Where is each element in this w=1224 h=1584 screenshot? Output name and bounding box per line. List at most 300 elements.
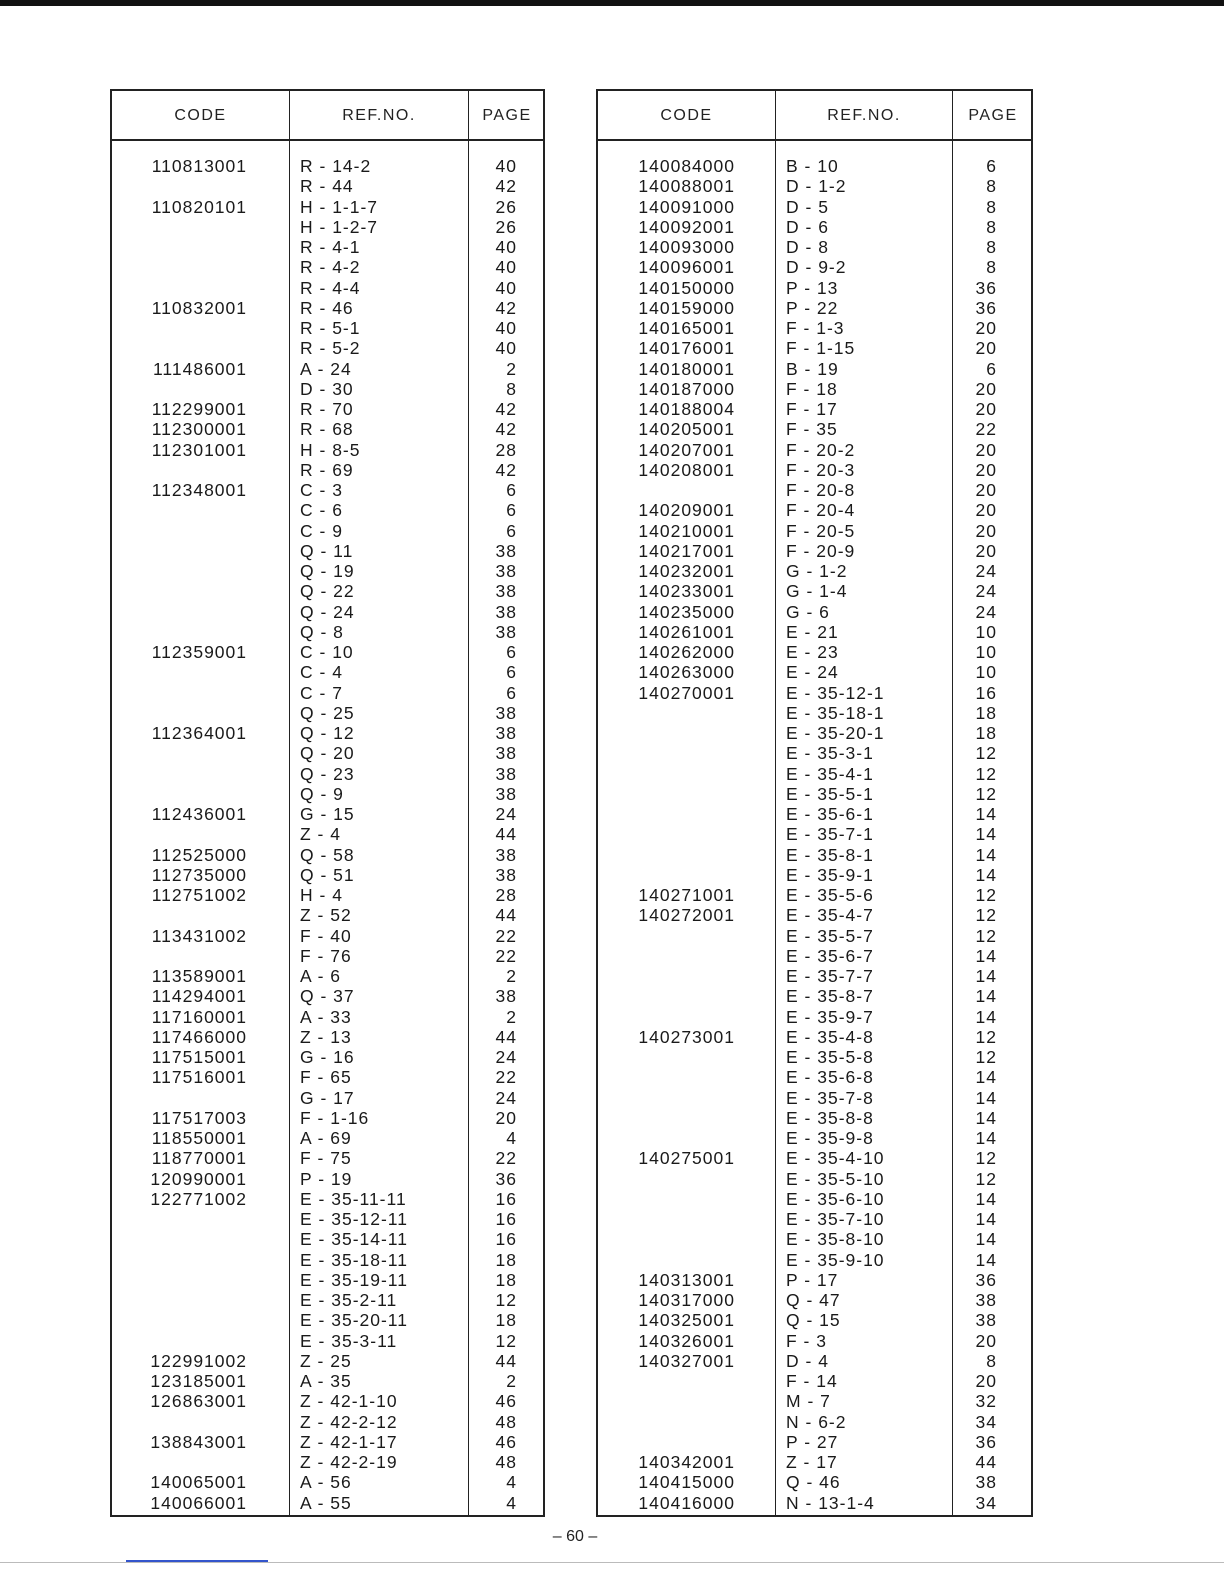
ref-no-cell: Z - 25	[300, 1350, 352, 1371]
page-cell: 14	[975, 1128, 997, 1148]
ref-no-cell: E - 35-11-11	[300, 1188, 407, 1209]
page-cell: 24	[495, 1087, 517, 1108]
table-row	[112, 399, 543, 419]
table-row	[598, 500, 1031, 520]
table-row	[112, 1331, 543, 1351]
code-cell: 140093000	[638, 237, 735, 257]
table-row	[598, 622, 1031, 642]
code-cell: 117517003	[151, 1107, 247, 1128]
page-cell: 14	[975, 844, 997, 865]
table-row	[112, 885, 543, 905]
page-cell: 20	[975, 439, 997, 460]
page-cell: 20	[975, 378, 997, 399]
page-number: – 60 –	[552, 1528, 598, 1545]
table-row	[112, 824, 543, 844]
page-cell: 20	[495, 1107, 517, 1128]
page-cell: 42	[495, 399, 517, 419]
page-cell: 14	[975, 824, 997, 845]
table-row	[112, 1310, 543, 1330]
page-cell: 38	[975, 1472, 997, 1493]
table-row	[112, 1270, 543, 1290]
table-row	[112, 602, 543, 622]
page-cell: 42	[495, 459, 517, 480]
ref-no-cell: Q - 24	[300, 601, 355, 622]
page-cell: 16	[495, 1229, 517, 1250]
ref-no-cell: E - 35-5-6	[786, 885, 874, 905]
table-body	[598, 156, 1031, 1513]
ref-no-cell: E - 35-5-8	[786, 1047, 874, 1067]
table-row	[112, 784, 543, 804]
ref-no-cell: E - 35-18-1	[786, 702, 885, 723]
ref-no-cell: E - 35-6-7	[786, 945, 874, 966]
ref-no-cell: Z - 13	[300, 1026, 352, 1047]
ref-no-cell: Q - 15	[786, 1310, 841, 1331]
code-cell: 140232001	[638, 561, 735, 581]
table-body	[112, 156, 543, 1513]
page-cell: 38	[975, 1310, 997, 1331]
table-row	[598, 602, 1031, 622]
ref-no-cell: F - 20-5	[786, 520, 856, 541]
page-cell: 6	[506, 662, 517, 683]
ref-no-cell: E - 35-4-8	[786, 1026, 874, 1047]
page-cell: 12	[975, 905, 997, 926]
table-row	[112, 1229, 543, 1249]
ref-no-cell: D - 1-2	[786, 176, 847, 197]
table-row	[112, 581, 543, 601]
ref-no-cell: P - 19	[300, 1168, 353, 1189]
ref-no-cell: F - 20-9	[786, 540, 856, 561]
code-cell: 111486001	[153, 358, 247, 379]
page-cell: 42	[495, 419, 517, 440]
code-cell: 140342001	[638, 1452, 735, 1472]
page-cell: 12	[495, 1290, 517, 1310]
ref-no-cell: R - 4-2	[300, 257, 361, 278]
page-cell: 34	[975, 1492, 997, 1513]
page-cell: 6	[986, 156, 997, 176]
page-cell: 24	[975, 561, 997, 581]
page-cell: 26	[495, 196, 517, 217]
table-row	[598, 460, 1031, 480]
code-cell: 140416000	[638, 1492, 735, 1513]
ref-no-cell: F - 75	[300, 1148, 352, 1169]
page-cell: 12	[975, 925, 997, 946]
ref-no-cell: R - 46	[300, 297, 354, 318]
ref-no-cell: E - 23	[786, 642, 839, 662]
page-cell: 38	[495, 540, 517, 561]
ref-no-cell: F - 1-16	[300, 1107, 370, 1128]
page-cell: 44	[975, 1452, 997, 1472]
page-cell: 12	[975, 1148, 997, 1169]
page-cell: 6	[506, 500, 517, 521]
table-row	[598, 865, 1031, 885]
page-cell: 20	[975, 500, 997, 521]
ref-no-cell: Z - 42-1-17	[300, 1431, 398, 1452]
ref-no-cell: E - 35-6-8	[786, 1067, 874, 1088]
ref-no-cell: C - 3	[300, 480, 343, 500]
ref-no-cell: E - 35-9-8	[786, 1128, 874, 1148]
table-row	[598, 1088, 1031, 1108]
table-row	[112, 1067, 543, 1087]
header-ref-no: REF.NO.	[827, 107, 901, 124]
page-cell: 22	[495, 1148, 517, 1169]
table-row	[598, 1412, 1031, 1432]
ref-no-cell: E - 35-4-7	[786, 905, 874, 926]
page-cell: 18	[975, 702, 997, 723]
table-row	[598, 521, 1031, 541]
ref-no-cell: C - 9	[300, 520, 343, 541]
ref-no-cell: E - 35-6-10	[786, 1188, 885, 1209]
ref-no-cell: F - 40	[300, 925, 352, 946]
table-row	[598, 298, 1031, 318]
table-row	[112, 986, 543, 1006]
ref-no-cell: E - 35-19-11	[300, 1269, 408, 1290]
page-cell: 10	[975, 662, 997, 683]
ref-no-cell: A - 35	[300, 1371, 352, 1391]
page-cell: 16	[495, 1188, 517, 1209]
page-cell: 4	[506, 1128, 517, 1148]
table-row	[598, 966, 1031, 986]
ref-no-cell: E - 35-7-10	[786, 1209, 885, 1229]
code-cell: 140325001	[638, 1310, 735, 1331]
code-cell: 140273001	[638, 1026, 735, 1047]
table-row	[598, 703, 1031, 723]
page-cell: 14	[975, 1229, 997, 1250]
ref-no-cell: Q - 46	[786, 1472, 841, 1493]
code-cell: 138843001	[150, 1431, 247, 1452]
table-row	[112, 217, 543, 237]
table-row	[598, 176, 1031, 196]
page-cell: 36	[975, 1269, 997, 1290]
page-cell: 48	[495, 1452, 517, 1472]
page-cell: 38	[495, 844, 517, 865]
ref-no-cell: G - 17	[300, 1087, 355, 1108]
code-cell: 140415000	[638, 1472, 735, 1493]
page-cell: 20	[975, 399, 997, 419]
table-row	[112, 338, 543, 358]
page-cell: 38	[495, 581, 517, 602]
table-row	[112, 1128, 543, 1148]
table-row	[598, 1351, 1031, 1371]
ref-no-cell: D - 4	[786, 1350, 829, 1371]
table-row	[112, 1088, 543, 1108]
code-cell: 140096001	[638, 257, 735, 278]
page-cell: 38	[495, 561, 517, 581]
ref-no-cell: E - 35-9-1	[786, 864, 874, 885]
table-row	[598, 318, 1031, 338]
table-row	[112, 1290, 543, 1310]
page-cell: 12	[975, 763, 997, 784]
table-row	[112, 1007, 543, 1027]
page-cell: 38	[495, 743, 517, 764]
parts-index-table-left	[110, 89, 545, 1517]
page-cell: 2	[506, 358, 517, 379]
ref-no-cell: Z - 42-2-19	[300, 1452, 398, 1472]
table-row	[112, 1472, 543, 1492]
ref-no-cell: F - 65	[300, 1067, 352, 1088]
ref-no-cell: E - 35-8-7	[786, 986, 874, 1007]
page-cell: 12	[975, 885, 997, 905]
ref-no-cell: E - 35-4-1	[786, 763, 874, 784]
ref-no-cell: Q - 19	[300, 561, 355, 581]
table-row	[112, 1169, 543, 1189]
ref-no-cell: E - 35-5-1	[786, 783, 874, 804]
page-cell: 6	[506, 642, 517, 662]
page-cell: 4	[506, 1492, 517, 1513]
ref-no-cell: Z - 17	[786, 1452, 838, 1472]
page-cell: 12	[975, 1047, 997, 1067]
table-row	[112, 1371, 543, 1391]
table-row	[598, 1189, 1031, 1209]
table-row	[112, 966, 543, 986]
code-cell: 140159000	[638, 297, 735, 318]
parts-index-table-right	[596, 89, 1033, 1517]
table-row	[598, 1290, 1031, 1310]
table-row	[112, 318, 543, 338]
ref-no-cell: Q - 9	[300, 783, 344, 804]
code-cell: 113589001	[151, 966, 247, 986]
code-cell: 140326001	[638, 1330, 735, 1351]
page-cell: 42	[495, 297, 517, 318]
table-row	[112, 1189, 543, 1209]
ref-no-cell: G - 6	[786, 601, 830, 622]
ref-no-cell: R - 5-2	[300, 338, 361, 359]
table-row	[598, 581, 1031, 601]
ref-no-cell: N - 13-1-4	[786, 1492, 875, 1513]
ref-no-cell: D - 5	[786, 196, 829, 217]
ref-no-cell: P - 27	[786, 1431, 839, 1452]
header-page: PAGE	[482, 107, 532, 124]
code-cell: 140313001	[638, 1269, 735, 1290]
code-cell: 123185001	[150, 1371, 247, 1391]
code-cell: 140270001	[638, 682, 735, 703]
page-cell: 14	[975, 1006, 997, 1027]
table-row	[112, 197, 543, 217]
page-cell: 14	[975, 1209, 997, 1229]
ref-no-cell: E - 35-9-7	[786, 1006, 874, 1027]
ref-no-cell: D - 8	[786, 237, 829, 257]
page-cell: 12	[975, 783, 997, 804]
page-cell: 42	[495, 176, 517, 197]
table-row	[598, 1047, 1031, 1067]
table-row	[112, 379, 543, 399]
page-cell: 24	[495, 804, 517, 824]
table-row	[598, 197, 1031, 217]
page-cell: 18	[495, 1249, 517, 1270]
page-cell: 40	[495, 156, 517, 176]
table-row	[598, 1472, 1031, 1492]
page-cell: 44	[495, 905, 517, 926]
page-cell: 14	[975, 1087, 997, 1108]
code-cell: 117516001	[151, 1067, 247, 1088]
table-row	[112, 764, 543, 784]
code-cell: 112364001	[151, 723, 247, 743]
table-row	[112, 419, 543, 439]
code-cell: 140092001	[638, 216, 735, 237]
code-cell: 140165001	[638, 318, 735, 338]
code-cell: 140205001	[638, 419, 735, 440]
ref-no-cell: Q - 47	[786, 1290, 841, 1310]
code-cell: 140209001	[638, 500, 735, 521]
page-cell: 22	[975, 419, 997, 440]
table-row	[598, 764, 1031, 784]
page-cell: 12	[975, 1026, 997, 1047]
code-cell: 122771002	[150, 1188, 247, 1209]
table-row	[598, 1067, 1031, 1087]
table-row	[598, 804, 1031, 824]
page-cell: 6	[506, 520, 517, 541]
page-cell: 18	[495, 1269, 517, 1290]
ref-no-cell: N - 6-2	[786, 1411, 847, 1432]
ref-no-cell: F - 76	[300, 945, 352, 966]
ref-no-cell: H - 1-2-7	[300, 216, 379, 237]
ref-no-cell: D - 9-2	[786, 257, 847, 278]
table-row	[112, 642, 543, 662]
table-row	[112, 1452, 543, 1472]
code-cell: 118550001	[151, 1128, 247, 1148]
table-row	[112, 1412, 543, 1432]
page-cell: 46	[495, 1431, 517, 1452]
table-row	[112, 480, 543, 500]
code-cell: 110832001	[151, 297, 247, 318]
table-row	[598, 1452, 1031, 1472]
code-cell: 140088001	[638, 176, 735, 197]
table-row	[112, 1391, 543, 1411]
ref-no-cell: E - 35-12-11	[300, 1209, 408, 1229]
page-cell: 10	[975, 621, 997, 642]
page-cell: 8	[986, 1350, 997, 1371]
ref-no-cell: R - 4-1	[300, 237, 361, 257]
ref-no-cell: R - 68	[300, 419, 354, 440]
page-cell: 26	[495, 216, 517, 237]
ref-no-cell: C - 10	[300, 642, 354, 662]
table-row	[112, 1108, 543, 1128]
ref-no-cell: D - 30	[300, 378, 354, 399]
page-cell: 8	[986, 257, 997, 278]
code-cell: 140187000	[638, 378, 735, 399]
ref-no-cell: Q - 20	[300, 743, 355, 764]
table-row	[598, 440, 1031, 460]
page-cell: 20	[975, 1330, 997, 1351]
code-cell: 120990001	[150, 1168, 247, 1189]
ref-no-cell: F - 20-8	[786, 480, 856, 500]
table-row	[598, 1310, 1031, 1330]
page-cell: 38	[495, 986, 517, 1007]
code-cell: 140176001	[638, 338, 735, 359]
code-cell: 112436001	[151, 804, 247, 824]
page-cell: 40	[495, 257, 517, 278]
table-row	[598, 784, 1031, 804]
page-cell: 2	[506, 966, 517, 986]
code-cell: 140180001	[638, 358, 735, 379]
table-row	[598, 824, 1031, 844]
page-cell: 12	[975, 743, 997, 764]
code-cell: 140233001	[638, 581, 735, 602]
ref-no-cell: E - 35-2-11	[300, 1290, 398, 1310]
table-row	[112, 1351, 543, 1371]
ref-no-cell: Z - 42-2-12	[300, 1411, 398, 1432]
ref-no-cell: A - 33	[300, 1006, 352, 1027]
code-cell: 110820101	[151, 196, 247, 217]
page-cell: 24	[495, 1047, 517, 1067]
page-cell: 14	[975, 1067, 997, 1088]
top-rule	[0, 0, 1224, 6]
table-header	[112, 91, 543, 141]
table-row	[598, 642, 1031, 662]
page-cell: 36	[975, 1431, 997, 1452]
table-row	[112, 946, 543, 966]
ref-no-cell: A - 6	[300, 966, 341, 986]
code-cell: 112300001	[151, 419, 247, 440]
ref-no-cell: E - 35-5-7	[786, 925, 874, 946]
table-row	[112, 298, 543, 318]
ref-no-cell: H - 4	[300, 885, 343, 905]
table-row	[598, 1108, 1031, 1128]
code-cell: 140091000	[638, 196, 735, 217]
code-cell: 140272001	[638, 905, 735, 926]
ref-no-cell: C - 7	[300, 682, 343, 703]
ref-no-cell: F - 35	[786, 419, 838, 440]
table-row	[112, 622, 543, 642]
table-row	[598, 1391, 1031, 1411]
table-row	[598, 845, 1031, 865]
table-row	[112, 845, 543, 865]
code-cell: 140261001	[638, 621, 735, 642]
ref-no-cell: F - 14	[786, 1371, 838, 1391]
page-cell: 36	[975, 277, 997, 298]
page-cell: 12	[975, 1168, 997, 1189]
table-row	[112, 237, 543, 257]
code-cell: 122991002	[150, 1350, 247, 1371]
page-cell: 14	[975, 1249, 997, 1270]
ref-no-cell: E - 35-3-1	[786, 743, 874, 764]
table-row	[598, 662, 1031, 682]
table-row	[112, 723, 543, 743]
table-row	[598, 683, 1031, 703]
ref-no-cell: E - 35-8-10	[786, 1229, 885, 1250]
ref-no-cell: Q - 25	[300, 702, 355, 723]
code-cell: 110813001	[151, 156, 247, 176]
page-cell: 20	[975, 520, 997, 541]
ref-no-cell: R - 69	[300, 459, 354, 480]
table-row	[112, 521, 543, 541]
table-row	[598, 419, 1031, 439]
table-row	[112, 156, 543, 176]
table-row	[598, 338, 1031, 358]
table-row	[598, 217, 1031, 237]
page-cell: 40	[495, 338, 517, 359]
code-cell: 112359001	[151, 642, 247, 662]
ref-no-cell: Q - 23	[300, 763, 355, 784]
ref-no-cell: F - 20-2	[786, 439, 856, 460]
table-row	[598, 399, 1031, 419]
page-cell: 22	[495, 945, 517, 966]
page-cell: 38	[495, 702, 517, 723]
code-cell: 126863001	[150, 1391, 247, 1412]
ref-no-cell: E - 24	[786, 662, 839, 683]
table-row	[112, 460, 543, 480]
code-cell: 140271001	[638, 885, 735, 905]
table-row	[112, 278, 543, 298]
page-cell: 8	[986, 176, 997, 197]
ref-no-cell: D - 6	[786, 216, 829, 237]
page-cell: 38	[495, 864, 517, 885]
page-cell: 34	[975, 1411, 997, 1432]
ref-no-cell: G - 16	[300, 1047, 355, 1067]
ref-no-cell: Q - 58	[300, 844, 355, 865]
table-row	[112, 743, 543, 763]
code-cell: 140263000	[638, 662, 735, 683]
ref-no-cell: R - 4-4	[300, 277, 361, 298]
